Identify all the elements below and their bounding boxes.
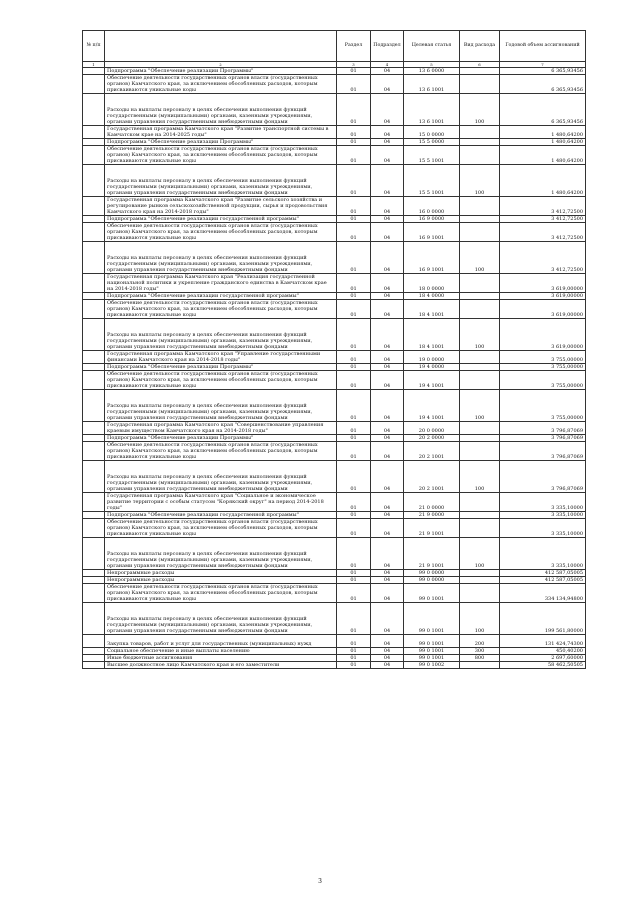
cell-expense-type <box>460 422 500 435</box>
cell-expense-type <box>460 364 500 371</box>
cell-target-article: 99 0 1001 <box>404 655 460 662</box>
cell-annual-amount: 3 619,00000 <box>500 274 586 293</box>
cell-podrazdel: 04 <box>371 648 404 655</box>
table-row <box>83 422 586 435</box>
cell-annual-amount: 131 424,74300 <box>500 635 586 648</box>
header-annual-amount: Годовой объем ассигнований <box>500 31 586 62</box>
cell-num <box>83 662 105 669</box>
table-row <box>83 538 586 570</box>
cell-expense-type <box>460 512 500 519</box>
cell-razdel: 01 <box>337 493 371 512</box>
cell-num <box>83 293 105 300</box>
cell-expense-type: 200 <box>460 635 500 648</box>
cell-annual-amount: 1 480,64200 <box>500 126 586 139</box>
cell-name: Государственная программа Камчатского края "Реализация государственной национальной политики и укрепление гражданского единства в Камчатском крае на 2014-2018 годы" <box>105 274 337 293</box>
cell-razdel: 01 <box>337 300 371 319</box>
cell-razdel: 01 <box>337 390 371 422</box>
cell-target-article: 16 9 1001 <box>404 242 460 274</box>
cell-annual-amount: 3 335,10000 <box>500 519 586 538</box>
cell-target-article: 13 6 0000 <box>404 68 460 75</box>
cell-target-article: 99 0 1002 <box>404 662 460 669</box>
cell-name: Подпрограмма "Обеспечение реализации Программы" <box>105 68 337 75</box>
cell-num <box>83 577 105 584</box>
cell-name: Расходы на выплаты персоналу в целях обеспечения выполнения функций государственными (муниципальными) органами, казенными учреждениями, органами управления государственными внебюджетными фондами <box>105 319 337 351</box>
cell-razdel: 01 <box>337 274 371 293</box>
cell-num <box>83 165 105 197</box>
cell-annual-amount: 1 480,64200 <box>500 146 586 165</box>
cell-razdel: 01 <box>337 75 371 94</box>
table-row <box>83 126 586 139</box>
cell-target-article: 15 0 0000 <box>404 126 460 139</box>
cell-num <box>83 648 105 655</box>
cell-expense-type <box>460 223 500 242</box>
cell-podrazdel: 04 <box>371 538 404 570</box>
cell-num <box>83 300 105 319</box>
cell-podrazdel: 04 <box>371 146 404 165</box>
cell-expense-type: 100 <box>460 242 500 274</box>
cell-num <box>83 442 105 461</box>
cell-target-article: 15 5 0000 <box>404 139 460 146</box>
cell-name: Расходы на выплаты персоналу в целях обеспечения выполнения функций государственными (муниципальными) органами, казенными учреждениями, органами управления государственными внебюджетными фондами <box>105 603 337 635</box>
cell-podrazdel: 04 <box>371 655 404 662</box>
cell-expense-type: 800 <box>460 655 500 662</box>
table-row <box>83 519 586 538</box>
table-row <box>83 319 586 351</box>
budget-table-sheet <box>82 30 585 669</box>
cell-name: Обеспечение деятельности государственных органов власти (государственных органов) Камчатского края, за исключением обособленных расходов, которым присваиваются уникальные коды <box>105 584 337 603</box>
cell-num <box>83 94 105 126</box>
cell-name: Государственная программа Камчатского края "Социальное и экономическое развитие территории с особым статусом "Корякский округ" на период 2014-2018 годы" <box>105 493 337 512</box>
cell-razdel: 01 <box>337 655 371 662</box>
cell-expense-type <box>460 139 500 146</box>
cell-razdel: 01 <box>337 68 371 75</box>
cell-expense-type: 100 <box>460 538 500 570</box>
cell-razdel: 01 <box>337 364 371 371</box>
cell-num <box>83 493 105 512</box>
cell-razdel: 01 <box>337 435 371 442</box>
cell-razdel: 01 <box>337 662 371 669</box>
cell-num <box>83 435 105 442</box>
cell-num <box>83 570 105 577</box>
cell-razdel: 01 <box>337 371 371 390</box>
cell-target-article: 20 2 0000 <box>404 435 460 442</box>
cell-annual-amount: 3 796,87069 <box>500 435 586 442</box>
cell-expense-type <box>460 519 500 538</box>
cell-expense-type: 100 <box>460 319 500 351</box>
cell-expense-type: 300 <box>460 648 500 655</box>
table-row <box>83 146 586 165</box>
table-row <box>83 584 586 603</box>
cell-num <box>83 603 105 635</box>
cell-name: Подпрограмма "Обеспечение реализации государственной программы" <box>105 216 337 223</box>
cell-num <box>83 351 105 364</box>
cell-annual-amount: 3 755,00000 <box>500 364 586 371</box>
cell-expense-type <box>460 126 500 139</box>
header-name <box>105 31 337 62</box>
cell-num <box>83 512 105 519</box>
cell-target-article: 21 0 0000 <box>404 493 460 512</box>
cell-num <box>83 146 105 165</box>
column-number: 7 <box>500 62 586 68</box>
cell-name: Подпрограмма "Обеспечение реализации Программы" <box>105 435 337 442</box>
cell-num <box>83 655 105 662</box>
cell-annual-amount: 6 365,93456 <box>500 75 586 94</box>
cell-annual-amount: 199 561,80000 <box>500 603 586 635</box>
cell-podrazdel: 04 <box>371 584 404 603</box>
cell-expense-type <box>460 216 500 223</box>
cell-target-article: 21 9 0000 <box>404 512 460 519</box>
column-number: 6 <box>460 62 500 68</box>
cell-name: Обеспечение деятельности государственных органов власти (государственных органов) Камчатского края, за исключением обособленных расходов, которым присваиваются уникальные коды <box>105 300 337 319</box>
cell-annual-amount: 3 412,72500 <box>500 216 586 223</box>
cell-annual-amount: 3 796,87069 <box>500 422 586 435</box>
cell-target-article: 19 4 0000 <box>404 364 460 371</box>
cell-podrazdel: 04 <box>371 223 404 242</box>
cell-name: Государственная программа Камчатского края "Развитие транспортной системы в Камчатском крае на 2014-2025 годы" <box>105 126 337 139</box>
cell-annual-amount: 3 412,72500 <box>500 197 586 216</box>
cell-razdel: 01 <box>337 319 371 351</box>
cell-name: Расходы на выплаты персоналу в целях обеспечения выполнения функций государственными (муниципальными) органами, казенными учреждениями, органами управления государственными внебюджетными фондами <box>105 242 337 274</box>
cell-podrazdel: 04 <box>371 165 404 197</box>
cell-name: Подпрограмма "Обеспечение реализации Программы" <box>105 364 337 371</box>
cell-podrazdel: 04 <box>371 216 404 223</box>
cell-name: Обеспечение деятельности государственных органов власти (государственных органов) Камчатского края, за исключением обособленных расходов, которым присваиваются уникальные коды <box>105 519 337 538</box>
table-row <box>83 655 586 662</box>
cell-expense-type <box>460 493 500 512</box>
table-row <box>83 274 586 293</box>
cell-razdel: 01 <box>337 146 371 165</box>
cell-razdel: 01 <box>337 519 371 538</box>
cell-expense-type <box>460 662 500 669</box>
cell-podrazdel: 04 <box>371 435 404 442</box>
table-row <box>83 300 586 319</box>
cell-expense-type <box>460 570 500 577</box>
cell-annual-amount: 6 365,93456 <box>500 94 586 126</box>
cell-annual-amount: 450,40200 <box>500 648 586 655</box>
cell-name: Подпрограмма "Обеспечение реализации Программы" <box>105 139 337 146</box>
cell-razdel: 01 <box>337 94 371 126</box>
cell-num <box>83 371 105 390</box>
cell-name: Подпрограмма "Обеспечение реализации государственной программы" <box>105 512 337 519</box>
cell-razdel: 01 <box>337 577 371 584</box>
cell-annual-amount: 6 365,93456 <box>500 68 586 75</box>
cell-podrazdel: 04 <box>371 139 404 146</box>
cell-expense-type <box>460 442 500 461</box>
header-podrazdel: Подраздел <box>371 31 404 62</box>
cell-expense-type <box>460 584 500 603</box>
cell-name: Государственная программа Камчатского края "Управление государственными финансами Камчатского края на 2014-2018 годы" <box>105 351 337 364</box>
table-row <box>83 570 586 577</box>
cell-num <box>83 197 105 216</box>
table-row <box>83 216 586 223</box>
cell-annual-amount: 3 619,00000 <box>500 293 586 300</box>
cell-podrazdel: 04 <box>371 300 404 319</box>
cell-podrazdel: 04 <box>371 274 404 293</box>
cell-annual-amount: 3 619,00000 <box>500 300 586 319</box>
table-row <box>83 635 586 648</box>
header-razdel: Раздел <box>337 31 371 62</box>
cell-podrazdel: 04 <box>371 442 404 461</box>
cell-num <box>83 126 105 139</box>
cell-annual-amount: 3 796,87069 <box>500 442 586 461</box>
cell-name: Иные бюджетные ассигнования <box>105 655 337 662</box>
cell-target-article: 21 9 1001 <box>404 519 460 538</box>
cell-podrazdel: 04 <box>371 371 404 390</box>
cell-podrazdel: 04 <box>371 364 404 371</box>
cell-podrazdel: 04 <box>371 390 404 422</box>
table-row <box>83 351 586 364</box>
cell-target-article: 16 9 0000 <box>404 216 460 223</box>
cell-name: Непрограммные расходы <box>105 577 337 584</box>
cell-podrazdel: 04 <box>371 319 404 351</box>
cell-annual-amount: 3 412,72500 <box>500 242 586 274</box>
cell-num <box>83 461 105 493</box>
cell-target-article: 99 0 1001 <box>404 635 460 648</box>
cell-num <box>83 538 105 570</box>
column-number: 3 <box>337 62 371 68</box>
cell-podrazdel: 04 <box>371 603 404 635</box>
table-row <box>83 242 586 274</box>
cell-podrazdel: 04 <box>371 461 404 493</box>
table-row <box>83 390 586 422</box>
cell-annual-amount: 3 796,87069 <box>500 461 586 493</box>
table-row <box>83 461 586 493</box>
cell-expense-type: 100 <box>460 603 500 635</box>
table-row <box>83 75 586 94</box>
cell-num <box>83 223 105 242</box>
cell-razdel: 01 <box>337 635 371 648</box>
column-number: 1 <box>83 62 105 68</box>
cell-name: Расходы на выплаты персоналу в целях обеспечения выполнения функций государственными (муниципальными) органами, казенными учреждениями, органами управления государственными внебюджетными фондами <box>105 165 337 197</box>
cell-name: Обеспечение деятельности государственных органов власти (государственных органов) Камчатского края, за исключением обособленных расходов, которым присваиваются уникальные коды <box>105 75 337 94</box>
cell-podrazdel: 04 <box>371 197 404 216</box>
cell-name: Расходы на выплаты персоналу в целях обеспечения выполнения функций государственными (муниципальными) органами, казенными учреждениями, органами управления государственными внебюджетными фондами <box>105 461 337 493</box>
cell-target-article: 20 2 1001 <box>404 442 460 461</box>
cell-annual-amount: 1 480,64200 <box>500 165 586 197</box>
table-row <box>83 94 586 126</box>
cell-expense-type <box>460 146 500 165</box>
cell-expense-type <box>460 197 500 216</box>
cell-expense-type <box>460 68 500 75</box>
cell-razdel: 01 <box>337 422 371 435</box>
cell-expense-type: 100 <box>460 165 500 197</box>
cell-name: Расходы на выплаты персоналу в целях обеспечения выполнения функций государственными (муниципальными) органами, казенными учреждениями, органами управления государственными внебюджетными фондами <box>105 538 337 570</box>
cell-num <box>83 364 105 371</box>
cell-name: Непрограммные расходы <box>105 570 337 577</box>
table-row <box>83 603 586 635</box>
cell-annual-amount: 1 480,64200 <box>500 139 586 146</box>
cell-num <box>83 390 105 422</box>
cell-podrazdel: 04 <box>371 635 404 648</box>
cell-razdel: 01 <box>337 648 371 655</box>
cell-razdel: 01 <box>337 293 371 300</box>
cell-target-article: 20 0 0000 <box>404 422 460 435</box>
cell-name: Государственная программа Камчатского края "Совершенствование управления краевым имуществом Камчатского края на 2014-2018 годы" <box>105 422 337 435</box>
cell-target-article: 99 0 1001 <box>404 584 460 603</box>
cell-target-article: 13 6 1001 <box>404 75 460 94</box>
cell-name: Расходы на выплаты персоналу в целях обеспечения выполнения функций государственными (муниципальными) органами, казенными учреждениями, органами управления государственными внебюджетными фондами <box>105 390 337 422</box>
cell-target-article: 16 0 0000 <box>404 197 460 216</box>
cell-podrazdel: 04 <box>371 519 404 538</box>
table-row <box>83 165 586 197</box>
cell-num <box>83 519 105 538</box>
cell-target-article: 99 0 0000 <box>404 570 460 577</box>
cell-target-article: 20 2 1001 <box>404 461 460 493</box>
cell-podrazdel: 04 <box>371 570 404 577</box>
cell-expense-type: 100 <box>460 94 500 126</box>
cell-podrazdel: 04 <box>371 351 404 364</box>
header-expense-type: Вид расхода <box>460 31 500 62</box>
budget-table <box>82 30 586 669</box>
cell-podrazdel: 04 <box>371 293 404 300</box>
cell-annual-amount: 3 619,00000 <box>500 319 586 351</box>
cell-podrazdel: 04 <box>371 577 404 584</box>
column-number: 5 <box>404 62 460 68</box>
cell-target-article: 21 9 1001 <box>404 538 460 570</box>
cell-target-article: 13 6 1001 <box>404 94 460 126</box>
table-row <box>83 442 586 461</box>
table-row <box>83 662 586 669</box>
cell-razdel: 01 <box>337 242 371 274</box>
cell-annual-amount: 3 755,00000 <box>500 371 586 390</box>
cell-target-article: 99 0 1001 <box>404 648 460 655</box>
cell-num <box>83 274 105 293</box>
cell-annual-amount: 3 755,00000 <box>500 390 586 422</box>
cell-razdel: 01 <box>337 584 371 603</box>
table-row <box>83 197 586 216</box>
cell-razdel: 01 <box>337 570 371 577</box>
cell-podrazdel: 04 <box>371 68 404 75</box>
cell-razdel: 01 <box>337 351 371 364</box>
table-row <box>83 293 586 300</box>
table-row <box>83 512 586 519</box>
cell-annual-amount: 3 335,10000 <box>500 538 586 570</box>
cell-expense-type <box>460 300 500 319</box>
table-body <box>83 68 586 669</box>
cell-razdel: 01 <box>337 442 371 461</box>
cell-target-article: 15 5 1001 <box>404 146 460 165</box>
cell-num <box>83 319 105 351</box>
cell-num <box>83 584 105 603</box>
cell-annual-amount: 2 697,60000 <box>500 655 586 662</box>
cell-annual-amount: 3 755,00000 <box>500 351 586 364</box>
cell-expense-type: 100 <box>460 390 500 422</box>
cell-razdel: 01 <box>337 216 371 223</box>
cell-podrazdel: 04 <box>371 422 404 435</box>
column-number: 2 <box>105 62 337 68</box>
cell-name: Расходы на выплаты персоналу в целях обеспечения выполнения функций государственными (муниципальными) органами, казенными учреждениями, органами управления государственными внебюджетными фондами <box>105 94 337 126</box>
cell-podrazdel: 04 <box>371 242 404 274</box>
cell-target-article: 18 0 0000 <box>404 274 460 293</box>
cell-podrazdel: 04 <box>371 94 404 126</box>
cell-annual-amount: 58 462,50505 <box>500 662 586 669</box>
page-number: 3 <box>318 878 322 885</box>
cell-razdel: 01 <box>337 603 371 635</box>
cell-num <box>83 216 105 223</box>
cell-target-article: 16 9 1001 <box>404 223 460 242</box>
cell-target-article: 99 0 0000 <box>404 577 460 584</box>
cell-annual-amount: 412 587,05005 <box>500 570 586 577</box>
column-number: 4 <box>371 62 404 68</box>
cell-name: Обеспечение деятельности государственных органов власти (государственных органов) Камчатского края, за исключением обособленных расходов, которым присваиваются уникальные коды <box>105 371 337 390</box>
table-row <box>83 371 586 390</box>
table-row <box>83 68 586 75</box>
cell-expense-type: 100 <box>460 461 500 493</box>
cell-expense-type <box>460 293 500 300</box>
cell-target-article: 19 4 1001 <box>404 371 460 390</box>
cell-podrazdel: 04 <box>371 126 404 139</box>
cell-num <box>83 139 105 146</box>
cell-num <box>83 242 105 274</box>
cell-name: Обеспечение деятельности государственных органов власти (государственных органов) Камчатского края, за исключением обособленных расходов, которым присваиваются уникальные коды <box>105 146 337 165</box>
cell-name: Высшее должностное лицо Камчатского края и его заместители <box>105 662 337 669</box>
table-row <box>83 493 586 512</box>
cell-razdel: 01 <box>337 512 371 519</box>
table-row <box>83 648 586 655</box>
cell-target-article: 18 4 0000 <box>404 293 460 300</box>
cell-expense-type <box>460 351 500 364</box>
cell-name: Закупка товаров, работ и услуг для государственных (муниципальных) нужд <box>105 635 337 648</box>
cell-podrazdel: 04 <box>371 512 404 519</box>
cell-name: Социальное обеспечение и иные выплаты населению <box>105 648 337 655</box>
cell-num <box>83 68 105 75</box>
cell-razdel: 01 <box>337 461 371 493</box>
cell-razdel: 01 <box>337 538 371 570</box>
cell-razdel: 01 <box>337 223 371 242</box>
cell-expense-type <box>460 435 500 442</box>
cell-num <box>83 75 105 94</box>
cell-annual-amount: 3 335,10000 <box>500 493 586 512</box>
cell-podrazdel: 04 <box>371 662 404 669</box>
cell-target-article: 18 4 1001 <box>404 319 460 351</box>
cell-razdel: 01 <box>337 165 371 197</box>
cell-podrazdel: 04 <box>371 493 404 512</box>
cell-expense-type <box>460 274 500 293</box>
cell-target-article: 18 4 1001 <box>404 300 460 319</box>
cell-target-article: 15 5 1001 <box>404 165 460 197</box>
cell-target-article: 19 4 1001 <box>404 390 460 422</box>
cell-razdel: 01 <box>337 197 371 216</box>
table-row <box>83 577 586 584</box>
cell-razdel: 01 <box>337 139 371 146</box>
table-row <box>83 223 586 242</box>
table-row <box>83 139 586 146</box>
cell-razdel: 01 <box>337 126 371 139</box>
cell-annual-amount: 3 335,10000 <box>500 512 586 519</box>
header-number: № п/п <box>83 31 105 62</box>
cell-name: Государственная программа Камчатского края "Развитие сельского хозяйства и регулирование рынков сельскохозяйственной продукции, сырья и продовольствия Камчатского края на 2014-2018 годы" <box>105 197 337 216</box>
cell-target-article: 19 0 0000 <box>404 351 460 364</box>
cell-num <box>83 422 105 435</box>
cell-annual-amount: 3 412,72500 <box>500 223 586 242</box>
cell-name: Обеспечение деятельности государственных органов власти (государственных органов) Камчатского края, за исключением обособленных расходов, которым присваиваются уникальные коды <box>105 442 337 461</box>
table-row <box>83 364 586 371</box>
cell-name: Подпрограмма "Обеспечение реализации государственной программы" <box>105 293 337 300</box>
cell-podrazdel: 04 <box>371 75 404 94</box>
cell-target-article: 99 0 1001 <box>404 603 460 635</box>
table-header-row <box>83 31 586 62</box>
cell-num <box>83 635 105 648</box>
cell-expense-type <box>460 577 500 584</box>
cell-name: Обеспечение деятельности государственных органов власти (государственных органов) Камчатского края, за исключением обособленных расходов, которым присваиваются уникальные коды <box>105 223 337 242</box>
cell-annual-amount: 334 134,94800 <box>500 584 586 603</box>
cell-expense-type <box>460 371 500 390</box>
cell-expense-type <box>460 75 500 94</box>
cell-annual-amount: 412 587,05005 <box>500 577 586 584</box>
table-row <box>83 435 586 442</box>
header-target-article: Целевая статья <box>404 31 460 62</box>
